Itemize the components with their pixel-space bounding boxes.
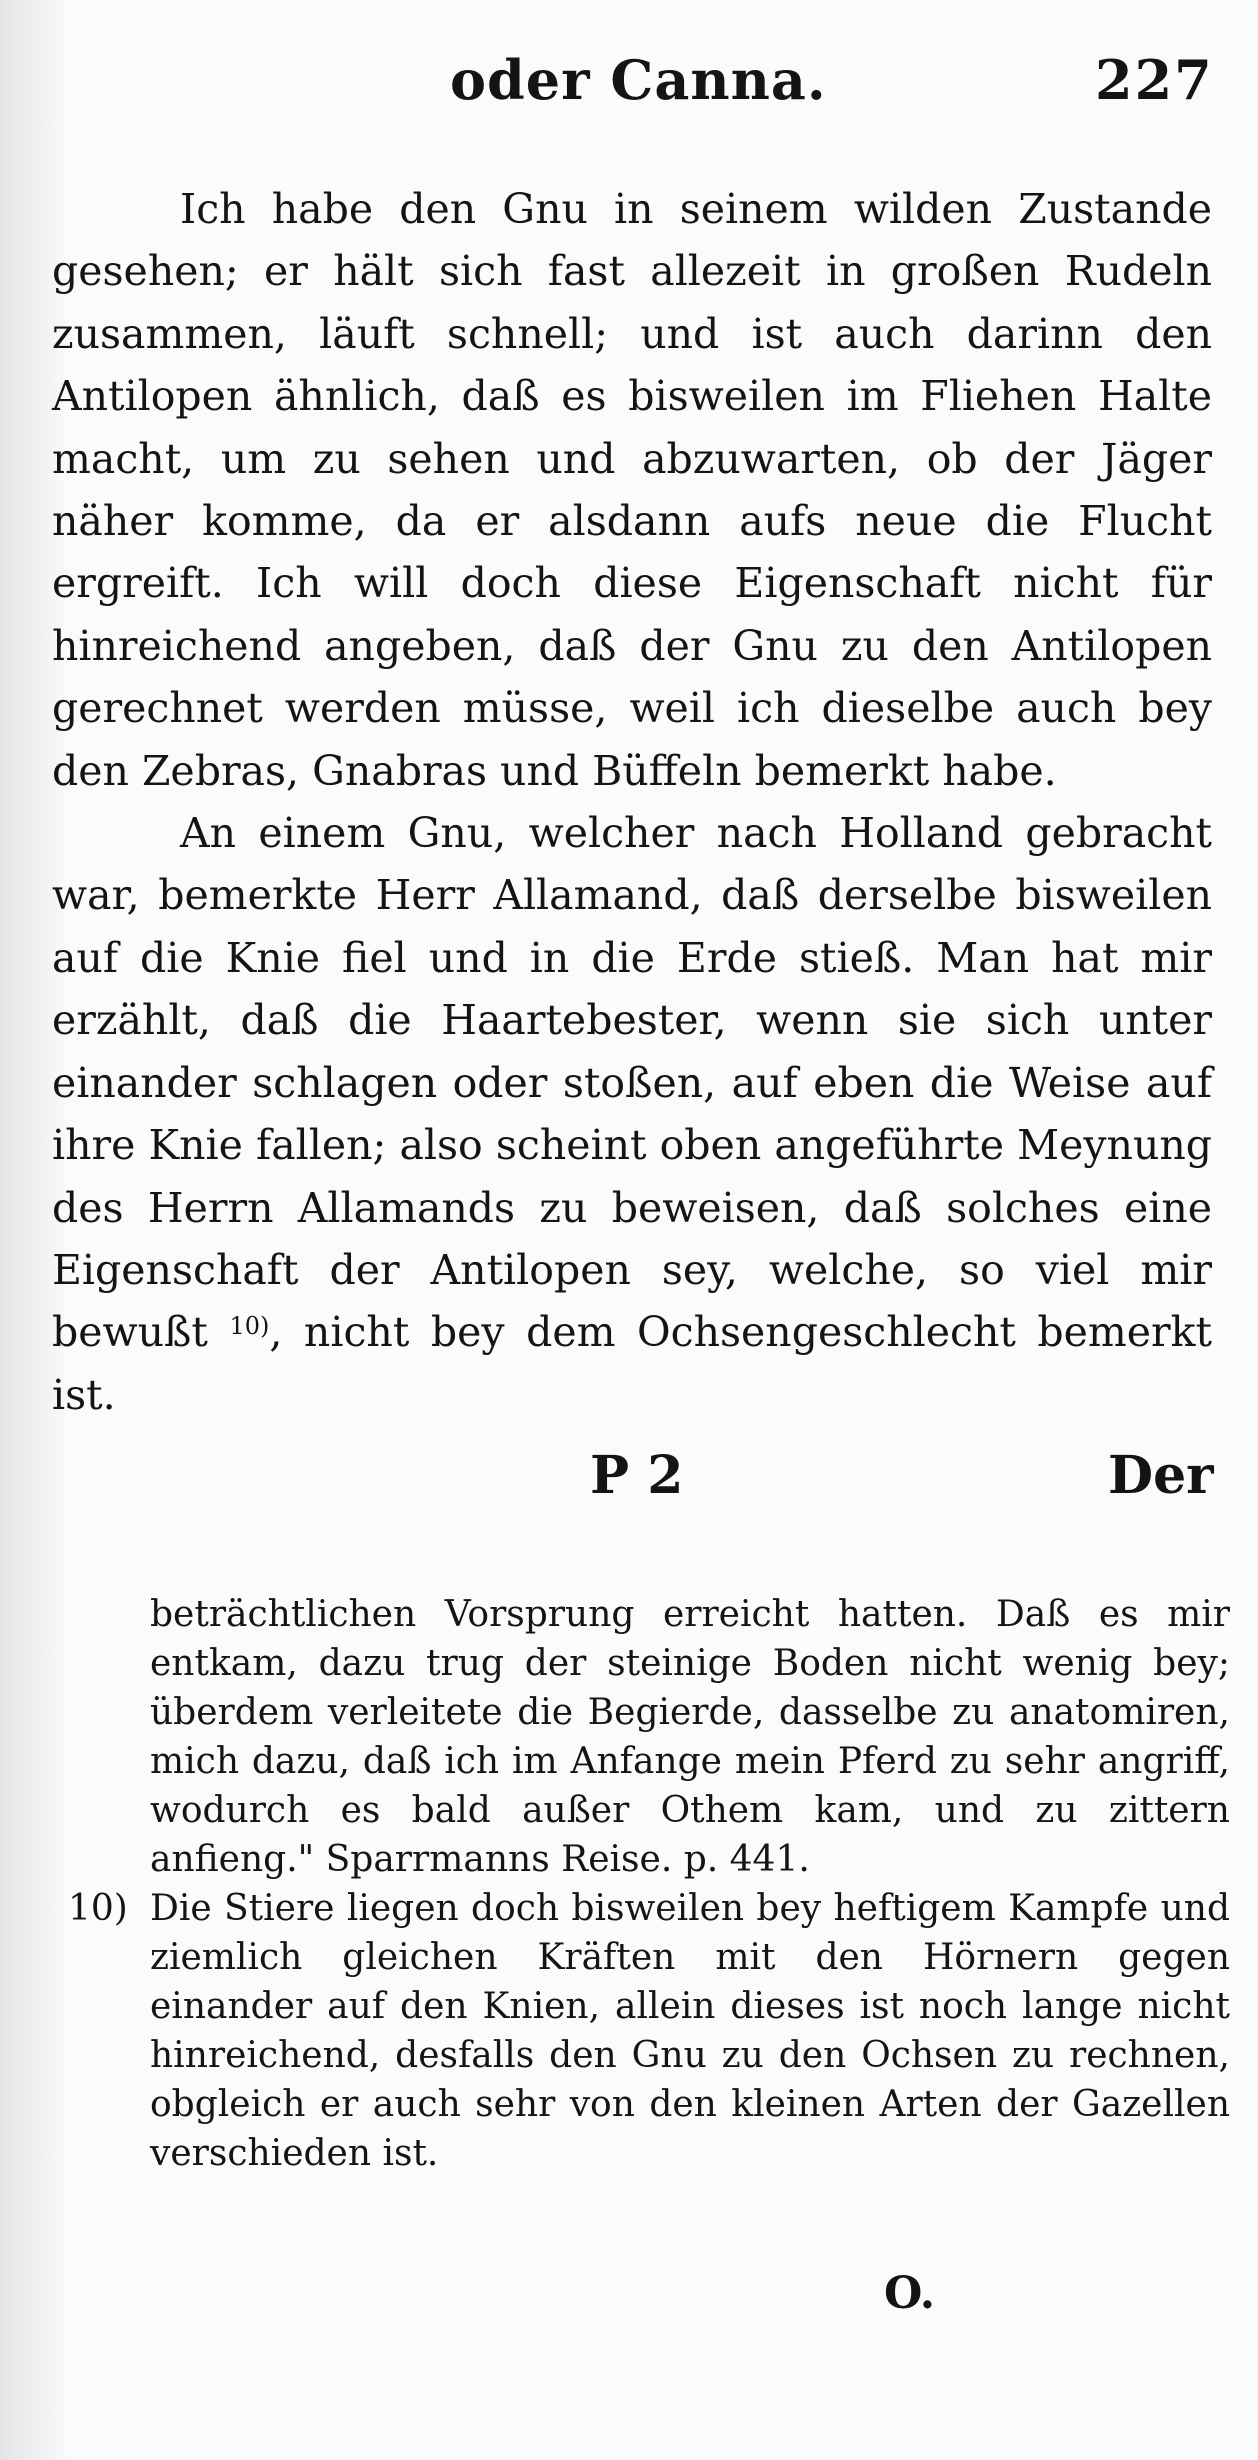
paragraph-2-text: An einem Gnu, welcher nach Holland gebracht war, bemerkte Herr Allamand, daß derselbe bisweilen auf die Knie fiel und in die Erde stieß. Man hat mir erzählt, daß die Haartebester, wenn sie sich unter einander schlagen oder stoßen, auf eben die Weise auf ihre Knie fallen; also scheint oben angeführte Meynung des Herrn Allamands zu beweisen, daß solches eine Eigenschaft der Antilopen sey, welche, so viel mir bewußt xyxy=(52,809,1212,1357)
running-title: oder Canna. xyxy=(450,48,827,112)
footnote-reference: 10) xyxy=(229,1312,270,1341)
signature-line xyxy=(0,1445,1258,1515)
running-head xyxy=(0,40,1258,130)
paragraph-1: Ich habe den Gnu in seinem wilden Zustande gesehen; er hält sich fast allezeit in großen Rudeln zusammen, läuft schnell; und ist auch darinn den Antilopen ähnlich, daß es bisweilen im Fliehen Halte macht, um zu sehen und abzuwarten, ob der Jäger näher komme, da er alsdann aufs neue die Flucht ergreift. Ich will doch diese Eigenschaft nicht für hinreichend angeben, daß der Gnu zu den Antilopen gerechnet werden müsse, weil ich dieselbe auch bey den Zebras, Gnabras und Büffeln bemerkt habe. xyxy=(52,185,1212,795)
bottom-catchword: O. xyxy=(884,2268,936,2319)
page-number: 227 xyxy=(1095,48,1214,112)
signature-mark: P 2 xyxy=(590,1445,684,1506)
paragraph-2-end: , nicht bey dem Ochsengeschlecht bemerkt ist. xyxy=(52,1308,1212,1419)
main-text xyxy=(52,178,1212,1426)
footnote-continued: beträchtlichen Vorsprung erreicht hatten. Daß es mir entkam, dazu trug der steinige Boden nicht wenig bey; überdem verleitete die Begierde, dasselbe zu anatomiren, mich dazu, daß ich im Anfange mein Pferd zu sehr angriff, wodurch es bald außer Othem kam, und zu zittern anfieng." Sparrmanns Reise. p. 441. xyxy=(150,1594,1230,1880)
catchword: Der xyxy=(1108,1445,1214,1506)
footnote-10 xyxy=(68,1884,1230,2178)
footnote-10-number: 10) xyxy=(68,1888,128,1929)
footnote-10-text: Die Stiere liegen doch bisweilen bey heftigem Kampfe und ziemlich gleichen Kräften mit den Hörnern gegen einander auf den Knien, allein dieses ist noch lange nicht hinreichend, desfalls den Gnu zu den Ochsen zu rechnen, obgleich er auch sehr von den kleinen Arten der Gazellen verschieden ist. xyxy=(150,1888,1230,2174)
paragraph-2 xyxy=(52,802,1212,1426)
footnotes xyxy=(68,1590,1230,2178)
